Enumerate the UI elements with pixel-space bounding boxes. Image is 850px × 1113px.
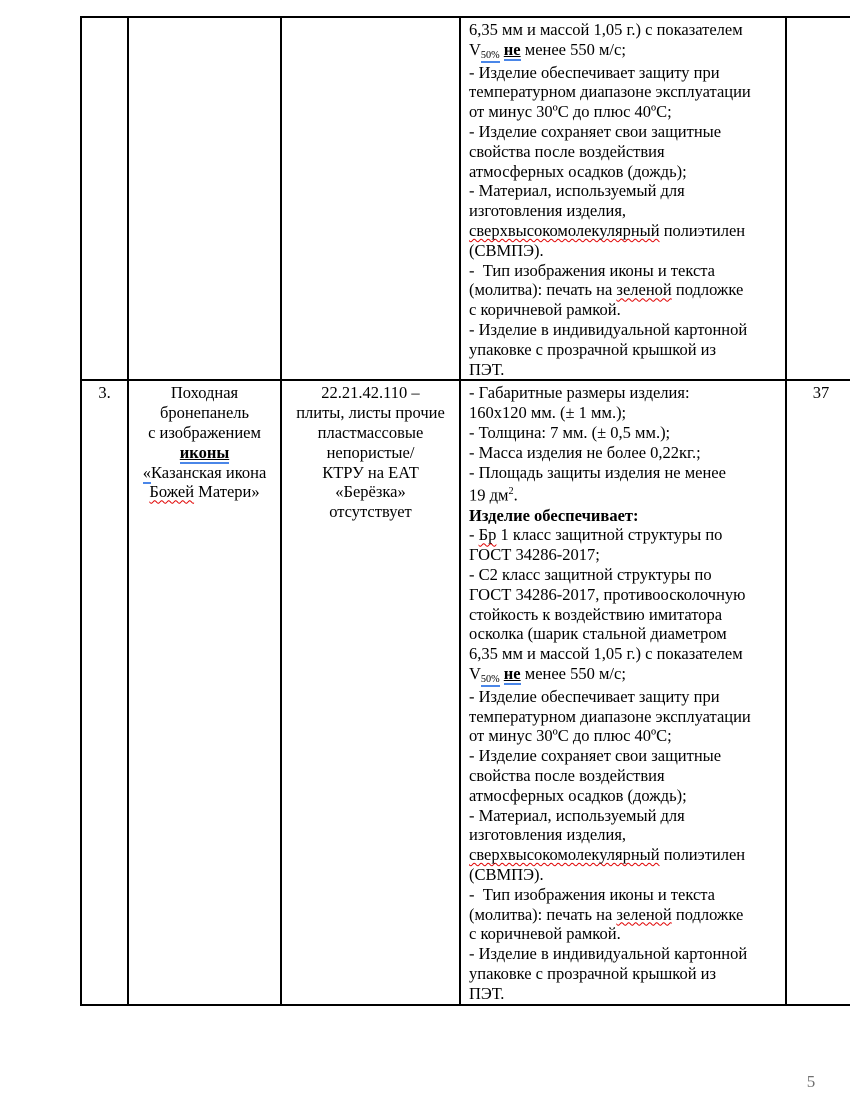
text-segment: полиэтилен — [659, 220, 746, 240]
text-segment: 50% — [480, 673, 500, 685]
text-segment: 50% — [480, 49, 500, 61]
spec-table-body — [81, 17, 850, 1005]
text-line — [469, 707, 781, 727]
text-segment: упаковке с прозрачной крышкой из — [469, 339, 717, 359]
text-segment: зеленой — [616, 904, 672, 924]
text-line — [284, 423, 457, 443]
text-line — [469, 964, 781, 984]
text-line — [469, 463, 781, 483]
text-segment: - — [469, 525, 479, 545]
text-line — [469, 924, 781, 944]
text-segment: менее 550 м/с; — [520, 39, 626, 59]
text-segment: «Берёзка» — [335, 482, 406, 502]
text-line — [131, 423, 278, 443]
text-segment: - Изделие обеспечивает защиту при — [469, 62, 720, 82]
text-segment: бронепанель — [159, 403, 250, 423]
text-line — [469, 766, 781, 786]
text-segment: - Изделие обеспечивает защиту при — [469, 686, 720, 706]
text-segment: 37 — [812, 383, 830, 403]
text-segment: изготовления изделия, — [469, 201, 627, 221]
text-segment: сверхвысокомолекулярный — [469, 845, 660, 865]
text-line — [469, 122, 781, 142]
text-line — [469, 300, 781, 320]
text-line — [284, 383, 457, 403]
text-segment: (молитва): печать на — [469, 904, 617, 924]
text-line — [284, 463, 457, 483]
text-segment: зеленой — [616, 280, 672, 300]
text-line — [284, 403, 457, 423]
text-segment: Божей — [149, 482, 195, 502]
text-line — [469, 40, 781, 63]
text-segment: - Изделие сохраняет свои защитные — [469, 746, 722, 766]
text-line — [469, 383, 781, 403]
text-segment: температурном диапазоне эксплуатации — [469, 82, 751, 102]
table-row — [81, 17, 850, 380]
text-segment: - С2 класс защитной структуры по — [469, 565, 712, 585]
text-segment: полиэтилен — [659, 845, 746, 865]
text-line — [469, 644, 781, 664]
text-segment: плиты, листы прочие — [296, 403, 445, 423]
text-line — [469, 565, 781, 585]
text-segment: - Тип изображения иконы и текста — [469, 884, 716, 904]
text-segment: 2 — [508, 486, 514, 498]
text-line — [469, 525, 781, 545]
text-segment: - Тип изображения иконы и текста — [469, 260, 716, 280]
text-line — [131, 403, 278, 423]
text-line — [469, 360, 781, 380]
text-segment: 19 дм — [469, 485, 509, 505]
text-segment: 1 класс защитной структуры по — [496, 525, 723, 545]
text-line — [469, 687, 781, 707]
text-segment: - Изделие в индивидуальной картонной — [469, 319, 748, 339]
text-line — [469, 162, 781, 182]
text-segment: 6,35 мм и массой 1,05 г.) с показателем — [469, 20, 743, 39]
text-line — [469, 82, 781, 102]
text-line — [284, 482, 457, 502]
text-line — [469, 806, 781, 826]
characteristics-cell — [460, 380, 786, 1004]
text-segment: Казанская икона — [150, 462, 267, 482]
text-line — [469, 423, 781, 443]
text-line — [469, 845, 781, 865]
okpd-code-cell — [281, 380, 460, 1004]
text-segment: с изображением — [148, 422, 261, 442]
text-segment: менее 550 м/с; — [520, 664, 626, 683]
text-segment: с коричневой рамкой. — [469, 300, 621, 320]
text-segment: Бр — [478, 525, 497, 545]
text-line — [469, 865, 781, 885]
text-line — [131, 443, 278, 463]
text-line — [469, 443, 781, 463]
text-segment: осколка (шарик стальной диаметром — [469, 624, 727, 644]
text-segment: подложке — [671, 904, 744, 924]
text-line — [131, 463, 278, 483]
text-segment: от минус 30ºС до плюс 40ºС; — [469, 102, 672, 122]
text-line — [469, 340, 781, 360]
text-segment: стойкость к воздействию имитатора — [469, 604, 723, 624]
text-segment: непористые/ — [326, 442, 415, 462]
text-segment: - Материал, используемый для — [469, 805, 685, 825]
text-segment: - Масса изделия не более 0,22кг.; — [469, 442, 701, 462]
text-line — [469, 825, 781, 845]
okpd-code-cell — [281, 17, 460, 380]
text-segment: « — [142, 462, 151, 482]
text-segment: V — [469, 39, 481, 59]
text-segment: подложке — [671, 280, 744, 300]
text-segment: не — [503, 664, 521, 683]
text-line — [469, 905, 781, 925]
text-segment: упаковке с прозрачной крышкой из — [469, 963, 717, 983]
text-segment: атмосферных осадков (дождь); — [469, 161, 687, 181]
table-row — [81, 380, 850, 1004]
text-line — [469, 63, 781, 83]
text-segment: свойства после воздействия — [469, 141, 665, 161]
text-segment: не — [503, 39, 521, 59]
text-line — [469, 142, 781, 162]
text-segment: V — [469, 664, 481, 683]
text-segment: - Материал, используемый для — [469, 181, 685, 201]
text-line — [469, 885, 781, 905]
text-segment: иконы — [179, 442, 230, 462]
text-segment: температурном диапазоне эксплуатации — [469, 706, 751, 726]
text-line — [469, 786, 781, 806]
text-line — [469, 624, 781, 644]
text-line — [469, 545, 781, 565]
text-line — [469, 746, 781, 766]
text-line — [131, 383, 278, 403]
text-segment: 22.21.42.110 – — [321, 383, 420, 403]
text-line — [469, 181, 781, 201]
quantity-cell — [786, 380, 850, 1004]
text-line — [469, 261, 781, 281]
text-segment: 6,35 мм и массой 1,05 г.) с показателем — [469, 644, 743, 664]
row-number-cell — [81, 17, 128, 380]
text-line — [469, 506, 781, 526]
text-line — [469, 726, 781, 746]
text-segment: от минус 30ºС до плюс 40ºС; — [469, 726, 672, 746]
text-line — [469, 20, 781, 40]
text-segment: Матери» — [194, 482, 260, 502]
text-segment: пластмассовые — [317, 422, 424, 442]
text-line — [469, 984, 781, 1004]
text-line — [789, 383, 850, 403]
quantity-cell — [786, 17, 850, 380]
text-line — [469, 102, 781, 122]
text-line — [131, 482, 278, 502]
text-segment: (СВМПЭ). — [469, 864, 544, 884]
text-segment: атмосферных осадков (дождь); — [469, 785, 687, 805]
text-segment: - Изделие сохраняет свои защитные — [469, 121, 722, 141]
text-segment: 160х120 мм. (± 1 мм.); — [469, 403, 627, 423]
text-segment: Изделие обеспечивает: — [469, 505, 639, 525]
text-segment: ГОСТ 34286-2017, противоосколочную — [469, 584, 746, 604]
text-line — [469, 403, 781, 423]
text-line — [469, 482, 781, 505]
text-line — [469, 201, 781, 221]
text-segment: - Габаритные размеры изделия: — [469, 383, 690, 403]
spec-table — [80, 16, 850, 1006]
text-segment: - Изделие в индивидуальной картонной — [469, 944, 748, 964]
text-segment: (СВМПЭ). — [469, 240, 544, 260]
text-segment: 3. — [98, 383, 111, 403]
text-line — [469, 605, 781, 625]
text-line — [469, 585, 781, 605]
text-segment: свойства после воздействия — [469, 765, 665, 785]
text-segment: - Площадь защиты изделия не менее — [469, 462, 726, 482]
page-number: 5 — [806, 1072, 816, 1091]
text-segment: с коричневой рамкой. — [469, 924, 621, 944]
text-line — [469, 664, 781, 687]
text-line — [284, 443, 457, 463]
text-segment: ПЭТ. — [469, 359, 505, 379]
text-segment: ПЭТ. — [469, 983, 505, 1003]
text-segment: изготовления изделия, — [469, 825, 627, 845]
text-line — [469, 944, 781, 964]
characteristics-cell — [460, 17, 786, 380]
text-segment: (молитва): печать на — [469, 280, 617, 300]
text-segment: отсутствует — [329, 502, 412, 522]
text-segment: КТРУ на ЕАТ — [322, 462, 419, 482]
text-line — [284, 502, 457, 522]
item-name-cell — [128, 380, 281, 1004]
text-segment: ГОСТ 34286-2017; — [469, 545, 600, 565]
text-segment: . — [513, 485, 518, 505]
text-line — [469, 241, 781, 261]
text-segment: сверхвысокомолекулярный — [469, 220, 660, 240]
text-line — [469, 280, 781, 300]
text-segment: - Толщина: 7 мм. (± 0,5 мм.); — [469, 422, 671, 442]
text-line — [84, 383, 125, 403]
row-number-cell — [81, 380, 128, 1004]
text-line — [469, 221, 781, 241]
item-name-cell — [128, 17, 281, 380]
text-segment: Походная — [170, 383, 239, 403]
text-line — [469, 320, 781, 340]
